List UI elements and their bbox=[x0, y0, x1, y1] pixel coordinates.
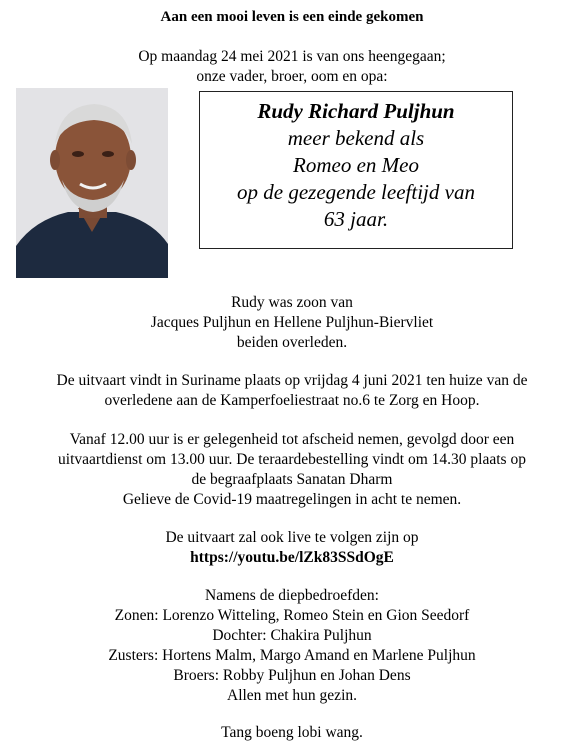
portrait-illustration bbox=[16, 88, 168, 278]
funeral-line: overledene aan de Kamperfoeliestraat no.6 te Zorg en Hoop. bbox=[104, 392, 480, 409]
intro-line: Op maandag 24 mei 2021 is van ons heengegaan; bbox=[138, 48, 446, 65]
intro-text bbox=[0, 47, 584, 87]
family-line: Dochter: Chakira Puljhun bbox=[212, 627, 372, 644]
headline: Aan een mooi leven is een einde gekomen bbox=[160, 9, 424, 25]
parents-line: beiden overleden. bbox=[236, 334, 348, 351]
funeral-line: De uitvaart vindt in Suriname plaats op vrijdag 4 juni 2021 ten huize van de bbox=[56, 372, 528, 389]
schedule-line: uitvaartdienst om 13.00 uur. De teraardebestelling vindt om 14.30 plaats op bbox=[58, 451, 526, 468]
schedule-line: de begraafplaats Sanatan Dharm bbox=[191, 471, 393, 488]
portrait-photo bbox=[16, 88, 168, 278]
schedule-line: Vanaf 12.00 uur is er gelegenheid tot afscheid nemen, gevolgd door een bbox=[69, 431, 515, 448]
name-box bbox=[199, 91, 513, 249]
live-stream-text: De uitvaart zal ook live te volgen zijn op bbox=[165, 529, 419, 546]
family-line: Zonen: Lorenzo Witteling, Romeo Stein en Gion Seedorf bbox=[114, 607, 470, 624]
live-stream-link[interactable]: https://youtu.be/lZk83SSdOgE bbox=[190, 549, 394, 566]
name-box-line: op de gezegende leeftijd van bbox=[237, 180, 475, 204]
parents-line: Jacques Puljhun en Hellene Puljhun-Biervliet bbox=[150, 314, 434, 331]
family-line: Broers: Robby Puljhun en Johan Dens bbox=[173, 667, 411, 684]
funeral-text bbox=[0, 371, 584, 411]
family-line: Allen met hun gezin. bbox=[227, 687, 357, 704]
schedule-text bbox=[0, 430, 584, 510]
live-stream-section bbox=[0, 528, 584, 568]
family-text bbox=[0, 586, 584, 706]
schedule-line: Gelieve de Covid-19 maatregelingen in acht te nemen. bbox=[122, 491, 462, 508]
name-box-line: Romeo en Meo bbox=[293, 153, 419, 177]
parents-line: Rudy was zoon van bbox=[231, 294, 353, 311]
name-box-line: 63 jaar. bbox=[323, 207, 389, 231]
closing-text: Tang boeng lobi wang. bbox=[221, 724, 363, 741]
intro-line: onze vader, broer, oom en opa: bbox=[196, 68, 388, 85]
family-line: Zusters: Hortens Malm, Margo Amand en Marlene Puljhun bbox=[108, 647, 476, 664]
parents-text bbox=[0, 293, 584, 353]
family-line: Namens de diepbedroefden: bbox=[205, 587, 379, 604]
deceased-name: Rudy Richard Puljhun bbox=[257, 99, 455, 123]
name-box-line: meer bekend als bbox=[287, 126, 425, 150]
